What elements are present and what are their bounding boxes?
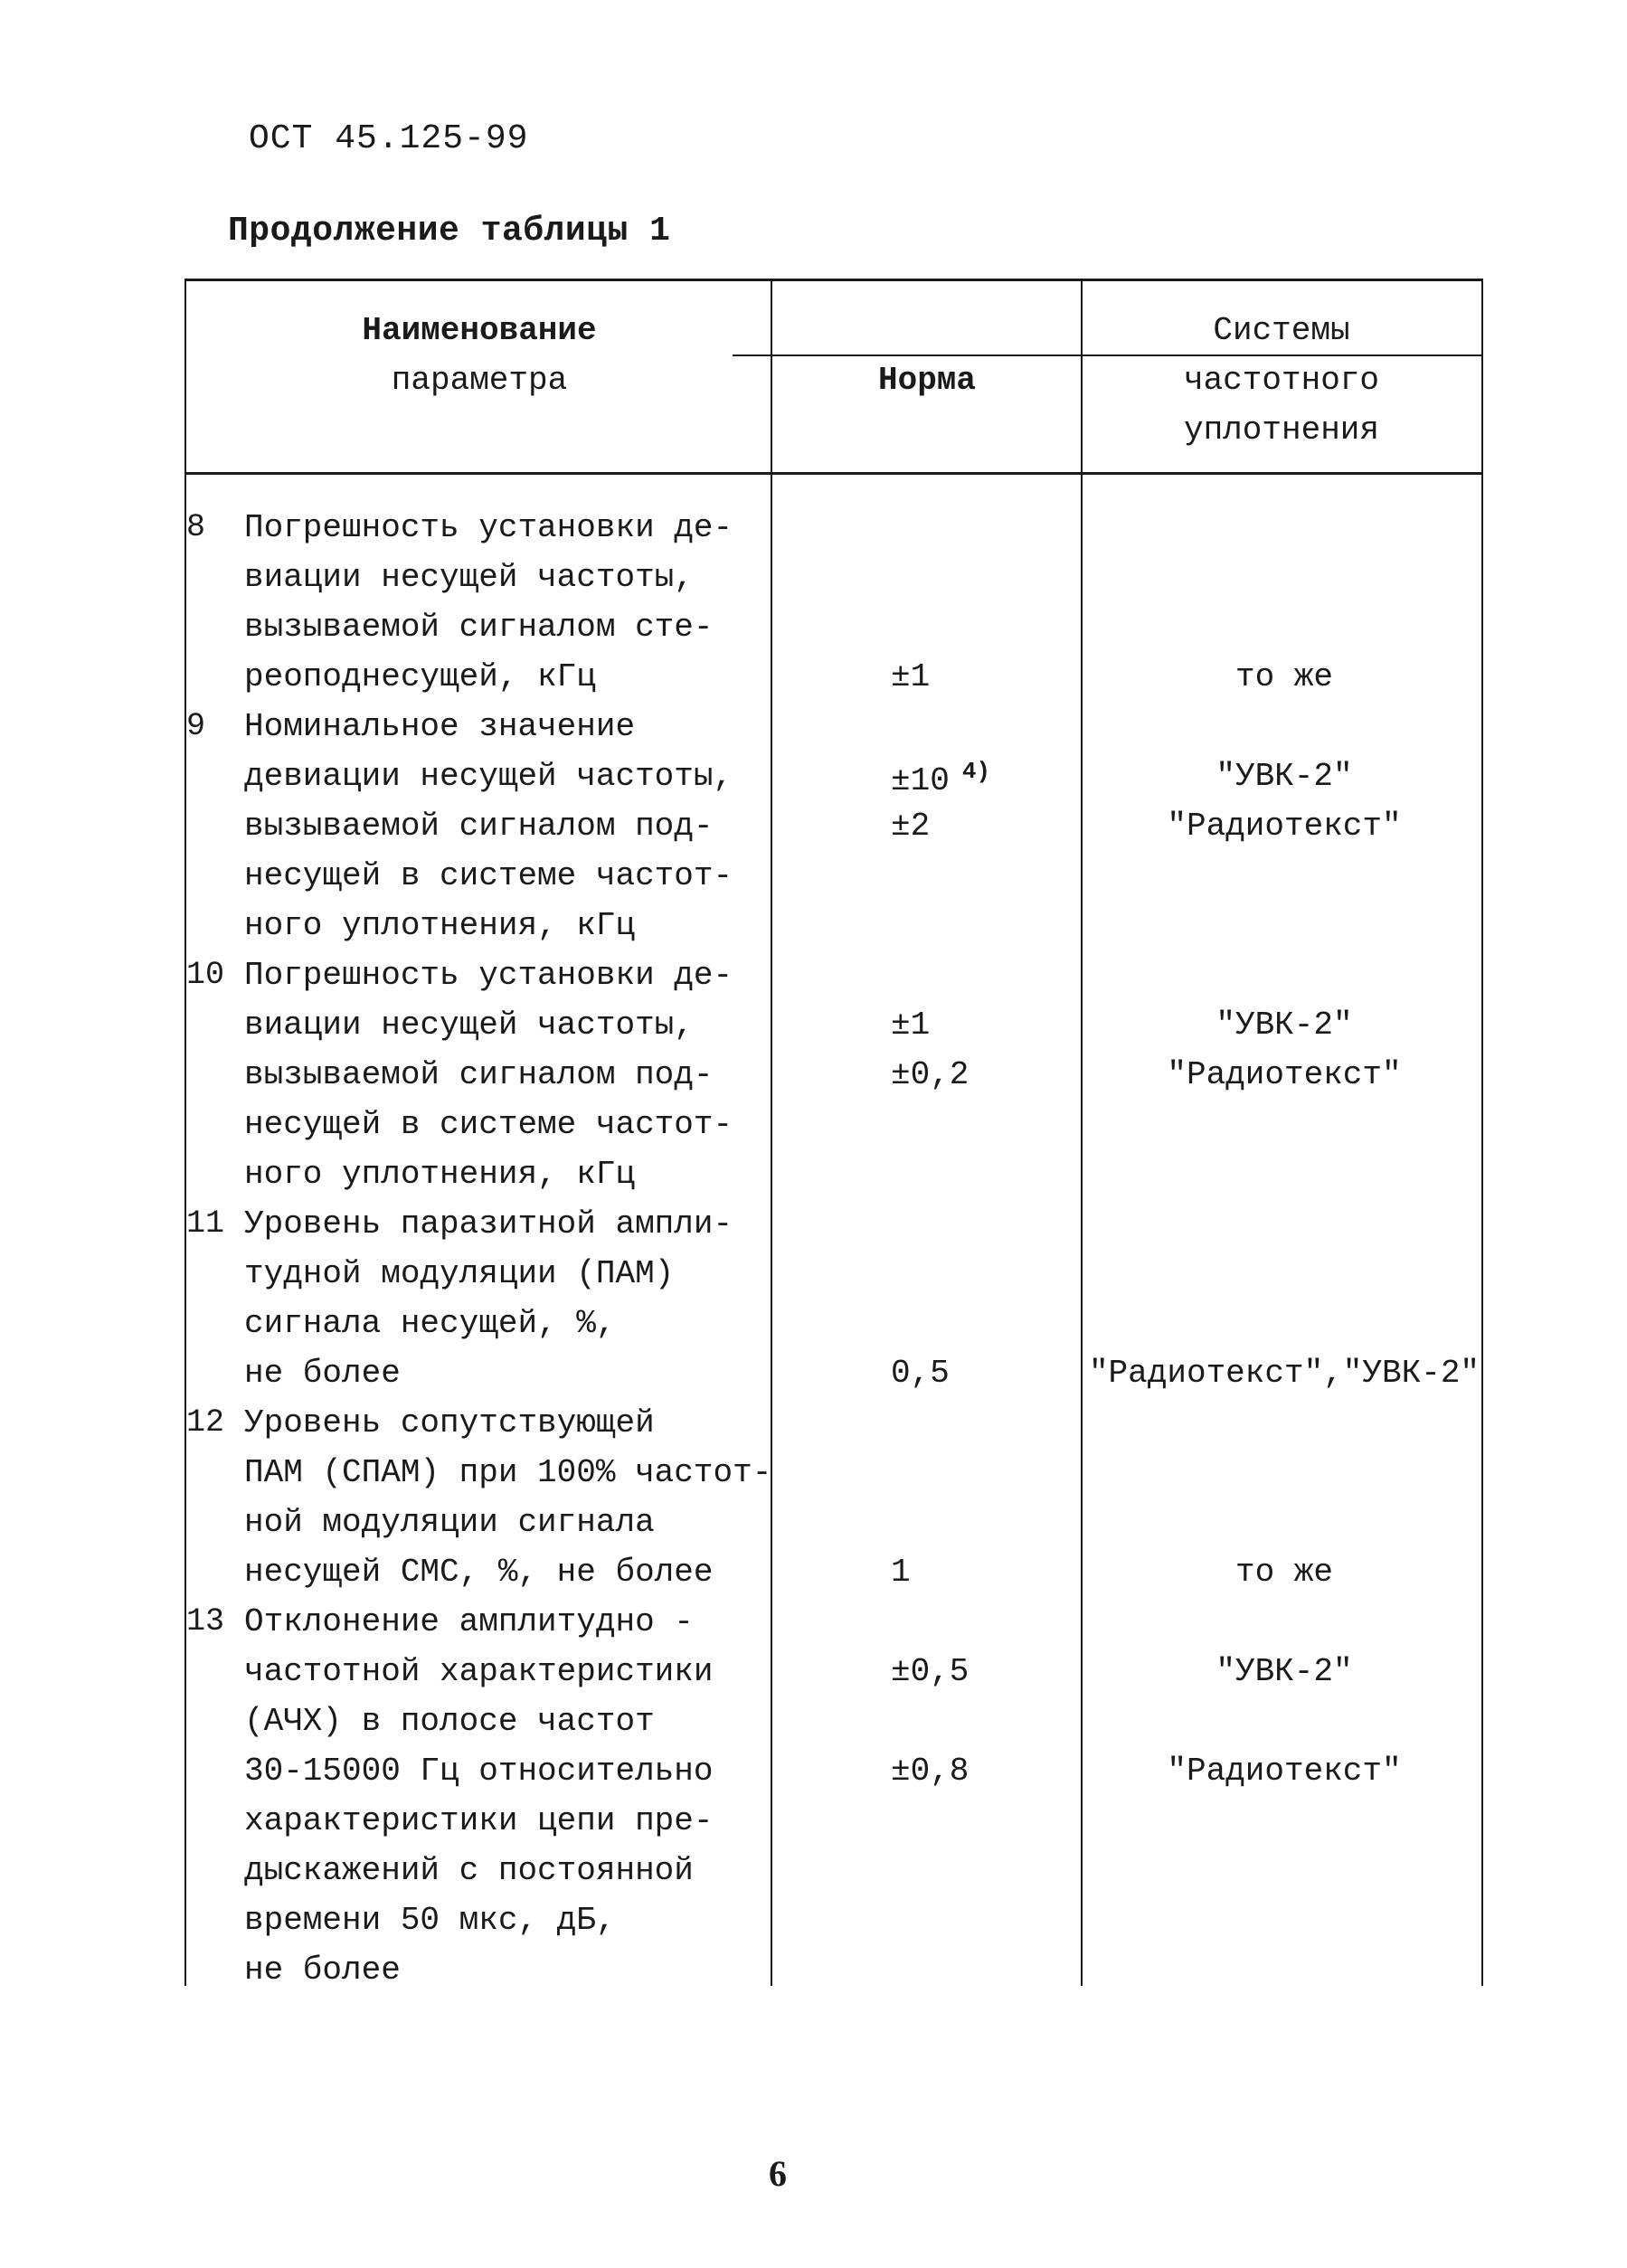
system-value: то же bbox=[1234, 658, 1334, 695]
param-text: виации несущей частоты, bbox=[244, 559, 694, 596]
norm-value: ±2 bbox=[891, 808, 931, 845]
param-text: реоподнесущей, кГц bbox=[244, 658, 596, 695]
param-text: вызываемой сигналом сте- bbox=[244, 609, 714, 646]
param-text: характеристики цепи пре- bbox=[244, 1802, 714, 1839]
param-text: ПАМ (СПАМ) при 100% частот- bbox=[244, 1454, 772, 1491]
system-value: "Радиотекст" bbox=[1167, 1753, 1402, 1790]
param-text: вызываемой сигналом под- bbox=[244, 1056, 714, 1093]
table-top-border bbox=[184, 279, 1483, 281]
param-text: Уровень паразитной ампли- bbox=[244, 1205, 733, 1243]
param-text: Погрешность установки де- bbox=[244, 509, 733, 546]
param-text: несущей в системе частот- bbox=[244, 857, 733, 894]
doc-code: ОСТ 45.125-99 bbox=[249, 119, 529, 158]
norm-value: ±1 bbox=[891, 1006, 931, 1044]
norm-value: 0,5 bbox=[891, 1355, 950, 1392]
column-divider-1 bbox=[771, 279, 772, 1986]
param-text: виации несущей частоты, bbox=[244, 1006, 694, 1044]
param-text: не более bbox=[244, 1355, 401, 1392]
system-value: "УВК-2" bbox=[1216, 758, 1353, 795]
param-text: сигнала несущей, %, bbox=[244, 1305, 616, 1342]
row-number: 9 bbox=[186, 708, 206, 744]
table-caption: Продолжение таблицы 1 bbox=[228, 212, 671, 250]
row-number: 8 bbox=[186, 509, 206, 545]
header-param-line1: Наименование bbox=[362, 312, 597, 349]
table-right-border bbox=[1481, 279, 1483, 1986]
param-text: дыскажений с постоянной bbox=[244, 1852, 694, 1889]
param-text: Погрешность установки де- bbox=[244, 957, 733, 994]
row-number: 11 bbox=[186, 1205, 225, 1242]
param-text: тудной модуляции (ПАМ) bbox=[244, 1255, 675, 1292]
norm-value: 1 bbox=[891, 1554, 911, 1591]
column-divider-2 bbox=[1081, 279, 1083, 1986]
norm-value bbox=[891, 758, 990, 799]
param-text: ного уплотнения, кГц bbox=[244, 1156, 636, 1193]
row-number: 12 bbox=[186, 1404, 225, 1441]
page-number: 6 bbox=[769, 2153, 787, 2194]
param-text: Номинальное значение bbox=[244, 708, 636, 745]
param-text: времени 50 мкс, дБ, bbox=[244, 1902, 616, 1939]
param-text: ного уплотнения, кГц bbox=[244, 907, 636, 944]
system-value: "УВК-2" bbox=[1216, 1006, 1353, 1044]
norm-value: ±0,2 bbox=[891, 1056, 970, 1093]
param-text: 30-15000 Гц относительно bbox=[244, 1753, 714, 1790]
header-param-line2: параметра bbox=[391, 362, 568, 399]
header-systems-line1: Системы bbox=[1213, 312, 1350, 349]
param-text: несущей СМС, %, не более bbox=[244, 1554, 714, 1591]
row-number: 13 bbox=[186, 1603, 225, 1640]
header-systems-line2: частотного bbox=[1183, 362, 1380, 399]
param-text: ной модуляции сигнала bbox=[244, 1504, 655, 1541]
system-value: то же bbox=[1234, 1554, 1334, 1591]
norm-value: ±0,8 bbox=[891, 1753, 970, 1790]
header-norm: Норма bbox=[877, 362, 977, 399]
system-value: "Радиотекст","УВК-2" bbox=[1088, 1355, 1480, 1392]
system-value: "Радиотекст" bbox=[1167, 808, 1402, 845]
norm-footnote-mark: 4) bbox=[961, 758, 991, 785]
param-text: не более bbox=[244, 1951, 401, 1989]
norm-value: ±0,5 bbox=[891, 1653, 970, 1690]
param-text: вызываемой сигналом под- bbox=[244, 808, 714, 845]
row-number: 10 bbox=[186, 957, 225, 993]
param-text: Отклонение амплитудно - bbox=[244, 1603, 694, 1640]
param-text: Уровень сопутствующей bbox=[244, 1404, 655, 1441]
norm-value: ±1 bbox=[891, 658, 931, 695]
system-value: "Радиотекст" bbox=[1167, 1056, 1402, 1093]
param-text: частотной характеристики bbox=[244, 1653, 714, 1690]
norm-value-text: ±10 bbox=[891, 762, 950, 799]
param-text: девиации несущей частоты, bbox=[244, 758, 733, 795]
header-systems-line3: уплотнения bbox=[1183, 411, 1380, 449]
param-text: (АЧХ) в полосе частот bbox=[244, 1703, 655, 1740]
param-text: несущей в системе частот- bbox=[244, 1106, 733, 1143]
system-value: "УВК-2" bbox=[1216, 1653, 1353, 1690]
header-split-line bbox=[733, 354, 1483, 356]
header-bottom-border bbox=[184, 472, 1483, 475]
